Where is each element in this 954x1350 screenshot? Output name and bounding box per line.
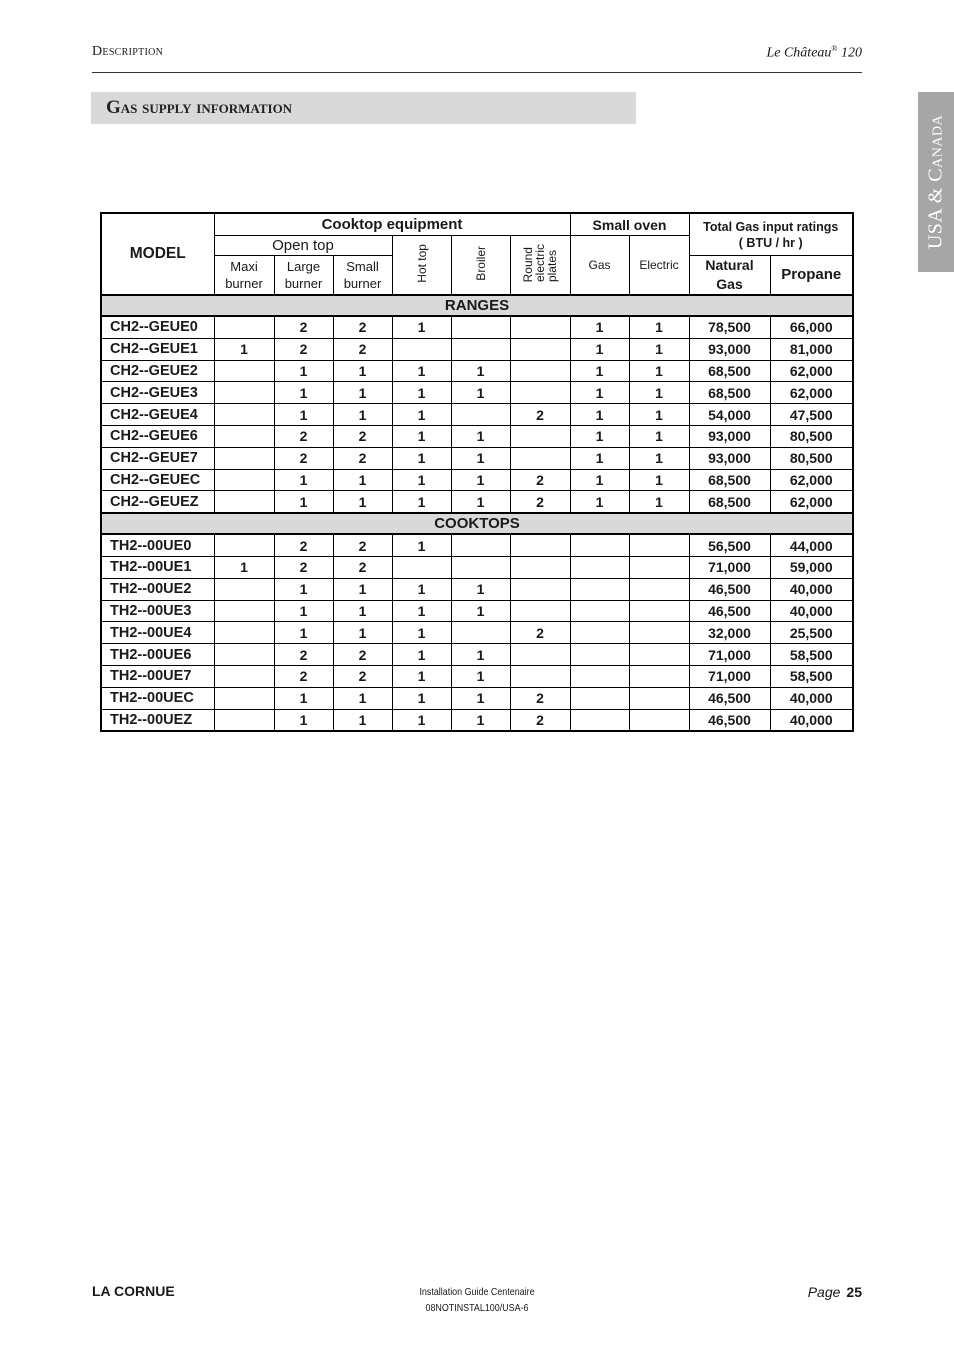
value-cell: 1 — [570, 447, 629, 469]
value-cell — [214, 578, 274, 600]
value-cell: 1 — [274, 578, 333, 600]
value-cell: 1 — [629, 447, 689, 469]
value-cell: 2 — [333, 425, 392, 447]
value-cell: 2 — [333, 644, 392, 666]
model-cell: CH2--GEUE0 — [101, 316, 214, 338]
value-cell — [214, 622, 274, 644]
value-cell: 1 — [451, 447, 510, 469]
section-title: Gas supply information — [91, 92, 636, 124]
registered-mark: ® — [831, 44, 838, 53]
footer-guide — [72, 1284, 883, 1316]
value-cell — [451, 404, 510, 426]
value-cell — [510, 338, 570, 360]
value-cell: 1 — [451, 360, 510, 382]
value-cell: 46,500 — [689, 600, 770, 622]
page-label: Page — [807, 1284, 841, 1300]
model-cell: TH2--00UEZ — [101, 709, 214, 731]
header-product-label — [766, 44, 862, 62]
value-cell: 59,000 — [770, 556, 853, 578]
value-cell — [214, 447, 274, 469]
value-cell: 1 — [451, 600, 510, 622]
ranges-rows — [101, 316, 853, 513]
value-cell: 2 — [274, 534, 333, 556]
value-cell: 62,000 — [770, 491, 853, 513]
model-cell: TH2--00UE7 — [101, 665, 214, 687]
header-cooktop-equipment: Cooktop equipment — [214, 213, 570, 236]
table-row — [101, 622, 853, 644]
value-cell: 1 — [392, 709, 451, 731]
value-cell — [510, 316, 570, 338]
header-oven-gas: Gas — [570, 236, 629, 296]
header-total-gas-label: Total Gas input ratings — [703, 219, 839, 234]
value-cell — [214, 600, 274, 622]
value-cell: 1 — [451, 578, 510, 600]
value-cell: 40,000 — [770, 600, 853, 622]
header-rule — [92, 72, 862, 73]
value-cell: 66,000 — [770, 316, 853, 338]
section-cooktops: COOKTOPS — [101, 513, 853, 534]
value-cell — [570, 534, 629, 556]
value-cell: 2 — [333, 447, 392, 469]
value-cell — [214, 382, 274, 404]
value-cell: 1 — [274, 491, 333, 513]
value-cell: 68,500 — [689, 469, 770, 491]
page-number: 25 — [846, 1284, 862, 1300]
value-cell: 1 — [629, 382, 689, 404]
value-cell — [451, 622, 510, 644]
value-cell: 46,500 — [689, 687, 770, 709]
value-cell: 1 — [451, 665, 510, 687]
header-small-oven: Small oven — [570, 213, 689, 236]
value-cell: 2 — [274, 316, 333, 338]
value-cell: 47,500 — [770, 404, 853, 426]
value-cell: 1 — [274, 469, 333, 491]
value-cell: 2 — [510, 404, 570, 426]
value-cell — [570, 644, 629, 666]
value-cell — [214, 665, 274, 687]
value-cell: 1 — [333, 622, 392, 644]
value-cell — [510, 447, 570, 469]
value-cell — [510, 665, 570, 687]
value-cell: 1 — [629, 338, 689, 360]
header-section-label: Description — [92, 44, 164, 59]
value-cell — [214, 316, 274, 338]
value-cell: 80,500 — [770, 425, 853, 447]
value-cell: 1 — [214, 556, 274, 578]
value-cell — [451, 316, 510, 338]
value-cell — [214, 687, 274, 709]
cooktops-rows — [101, 534, 853, 731]
value-cell: 2 — [510, 622, 570, 644]
value-cell: 2 — [510, 687, 570, 709]
value-cell — [214, 404, 274, 426]
value-cell: 1 — [570, 425, 629, 447]
table-row — [101, 534, 853, 556]
value-cell — [570, 578, 629, 600]
value-cell: 62,000 — [770, 360, 853, 382]
value-cell — [629, 556, 689, 578]
value-cell — [629, 600, 689, 622]
value-cell — [510, 600, 570, 622]
table-row — [101, 556, 853, 578]
value-cell: 1 — [392, 316, 451, 338]
table-row — [101, 491, 853, 513]
table-row — [101, 578, 853, 600]
value-cell — [570, 665, 629, 687]
value-cell: 58,500 — [770, 665, 853, 687]
value-cell: 44,000 — [770, 534, 853, 556]
value-cell — [510, 556, 570, 578]
model-cell: CH2--GEUE3 — [101, 382, 214, 404]
value-cell — [570, 600, 629, 622]
table-row — [101, 360, 853, 382]
value-cell: 93,000 — [689, 425, 770, 447]
value-cell: 54,000 — [689, 404, 770, 426]
value-cell — [214, 709, 274, 731]
header-propane: Propane — [770, 256, 853, 296]
header-model: MODEL — [101, 213, 214, 295]
value-cell: 1 — [214, 338, 274, 360]
value-cell: 25,500 — [770, 622, 853, 644]
value-cell: 71,000 — [689, 644, 770, 666]
value-cell — [451, 534, 510, 556]
value-cell: 2 — [510, 709, 570, 731]
value-cell — [392, 338, 451, 360]
model-cell: CH2--GEUE4 — [101, 404, 214, 426]
table-row — [101, 665, 853, 687]
value-cell: 62,000 — [770, 382, 853, 404]
value-cell: 1 — [570, 491, 629, 513]
value-cell: 1 — [392, 425, 451, 447]
value-cell: 1 — [392, 447, 451, 469]
value-cell: 1 — [629, 425, 689, 447]
value-cell — [570, 709, 629, 731]
value-cell — [214, 491, 274, 513]
value-cell — [214, 644, 274, 666]
model-cell: TH2--00UE3 — [101, 600, 214, 622]
value-cell: 32,000 — [689, 622, 770, 644]
value-cell — [510, 425, 570, 447]
value-cell: 1 — [333, 709, 392, 731]
value-cell: 2 — [274, 644, 333, 666]
value-cell: 1 — [333, 469, 392, 491]
value-cell: 81,000 — [770, 338, 853, 360]
value-cell: 1 — [629, 316, 689, 338]
model-cell: CH2--GEUE6 — [101, 425, 214, 447]
value-cell: 80,500 — [770, 447, 853, 469]
value-cell — [510, 578, 570, 600]
value-cell: 1 — [451, 469, 510, 491]
value-cell: 1 — [274, 709, 333, 731]
value-cell: 1 — [392, 534, 451, 556]
value-cell: 2 — [510, 469, 570, 491]
value-cell — [629, 665, 689, 687]
product-number: 120 — [841, 45, 862, 61]
value-cell: 1 — [629, 469, 689, 491]
value-cell: 1 — [392, 469, 451, 491]
value-cell — [510, 534, 570, 556]
header-oven-electric: Electric — [629, 236, 689, 296]
value-cell: 62,000 — [770, 469, 853, 491]
value-cell: 2 — [333, 338, 392, 360]
value-cell — [214, 425, 274, 447]
value-cell — [629, 578, 689, 600]
value-cell — [629, 687, 689, 709]
footer-guide-code: 08NOTINSTAL100/USA-6 — [425, 1302, 529, 1314]
value-cell: 1 — [392, 578, 451, 600]
value-cell: 78,500 — [689, 316, 770, 338]
value-cell: 2 — [333, 665, 392, 687]
header-small-burner: Small burner — [333, 256, 392, 296]
product-name: Le Château — [766, 45, 832, 61]
value-cell: 1 — [392, 382, 451, 404]
value-cell — [570, 687, 629, 709]
table-row — [101, 600, 853, 622]
value-cell: 1 — [392, 404, 451, 426]
value-cell: 1 — [570, 360, 629, 382]
header-round-plates: Roundelectricplates — [510, 236, 570, 296]
value-cell: 1 — [333, 687, 392, 709]
model-cell: TH2--00UE0 — [101, 534, 214, 556]
value-cell: 46,500 — [689, 578, 770, 600]
value-cell: 1 — [392, 360, 451, 382]
value-cell: 1 — [274, 600, 333, 622]
value-cell: 1 — [451, 709, 510, 731]
value-cell: 1 — [333, 578, 392, 600]
footer-guide-title: Installation Guide Centenaire — [419, 1286, 535, 1298]
value-cell: 1 — [392, 665, 451, 687]
value-cell — [510, 644, 570, 666]
footer-page — [808, 1284, 862, 1300]
header-natural-gas: Natural Gas — [689, 256, 770, 296]
value-cell — [510, 360, 570, 382]
value-cell — [629, 709, 689, 731]
value-cell — [214, 469, 274, 491]
value-cell: 1 — [274, 404, 333, 426]
value-cell: 1 — [392, 644, 451, 666]
value-cell: 40,000 — [770, 578, 853, 600]
value-cell: 1 — [274, 687, 333, 709]
model-cell: CH2--GEUEZ — [101, 491, 214, 513]
footer-brand: LA CORNUE — [92, 1283, 175, 1299]
model-cell: TH2--00UEC — [101, 687, 214, 709]
value-cell: 1 — [392, 491, 451, 513]
header-large-burner: Large burner — [274, 256, 333, 296]
value-cell: 68,500 — [689, 360, 770, 382]
side-tab-label: USA & Canada — [924, 114, 947, 250]
value-cell: 1 — [274, 622, 333, 644]
value-cell: 71,000 — [689, 556, 770, 578]
model-cell: TH2--00UE6 — [101, 644, 214, 666]
value-cell: 2 — [274, 556, 333, 578]
value-cell: 2 — [274, 447, 333, 469]
value-cell — [214, 360, 274, 382]
model-cell: TH2--00UE1 — [101, 556, 214, 578]
model-cell: CH2--GEUEC — [101, 469, 214, 491]
value-cell: 1 — [274, 382, 333, 404]
table-row — [101, 447, 853, 469]
table-row — [101, 382, 853, 404]
table-row — [101, 404, 853, 426]
value-cell: 93,000 — [689, 447, 770, 469]
value-cell — [629, 534, 689, 556]
value-cell: 2 — [274, 338, 333, 360]
value-cell — [629, 622, 689, 644]
side-tab — [918, 92, 954, 272]
value-cell: 1 — [451, 687, 510, 709]
value-cell: 40,000 — [770, 709, 853, 731]
value-cell: 56,500 — [689, 534, 770, 556]
value-cell: 1 — [629, 360, 689, 382]
value-cell: 1 — [392, 600, 451, 622]
value-cell — [392, 556, 451, 578]
value-cell — [510, 382, 570, 404]
value-cell: 1 — [570, 316, 629, 338]
header-open-top: Open top — [214, 236, 392, 256]
value-cell: 1 — [451, 382, 510, 404]
value-cell: 1 — [451, 425, 510, 447]
value-cell: 1 — [333, 404, 392, 426]
value-cell: 1 — [333, 382, 392, 404]
value-cell — [570, 622, 629, 644]
value-cell: 1 — [570, 404, 629, 426]
value-cell: 1 — [392, 622, 451, 644]
value-cell: 2 — [333, 534, 392, 556]
value-cell: 2 — [274, 665, 333, 687]
table-row — [101, 425, 853, 447]
table-row — [101, 469, 853, 491]
model-cell: TH2--00UE2 — [101, 578, 214, 600]
value-cell: 71,000 — [689, 665, 770, 687]
value-cell: 2 — [510, 491, 570, 513]
value-cell: 46,500 — [689, 709, 770, 731]
table-row — [101, 644, 853, 666]
value-cell: 1 — [570, 469, 629, 491]
value-cell — [451, 338, 510, 360]
value-cell: 1 — [333, 600, 392, 622]
value-cell — [629, 644, 689, 666]
value-cell: 1 — [629, 404, 689, 426]
value-cell: 2 — [333, 556, 392, 578]
value-cell — [570, 556, 629, 578]
value-cell: 68,500 — [689, 382, 770, 404]
header-hot-top: Hot top — [392, 236, 451, 296]
value-cell: 1 — [570, 338, 629, 360]
value-cell: 1 — [451, 491, 510, 513]
value-cell: 1 — [333, 491, 392, 513]
value-cell: 2 — [274, 425, 333, 447]
value-cell — [451, 556, 510, 578]
value-cell: 2 — [333, 316, 392, 338]
value-cell: 1 — [629, 491, 689, 513]
value-cell: 1 — [392, 687, 451, 709]
model-cell: CH2--GEUE7 — [101, 447, 214, 469]
section-ranges: RANGES — [101, 295, 853, 316]
value-cell: 40,000 — [770, 687, 853, 709]
header-btu-label: ( BTU / hr ) — [738, 235, 803, 250]
value-cell: 1 — [274, 360, 333, 382]
model-cell: TH2--00UE4 — [101, 622, 214, 644]
header-maxi-burner: Maxi burner — [214, 256, 274, 296]
value-cell: 93,000 — [689, 338, 770, 360]
table-row — [101, 338, 853, 360]
value-cell: 58,500 — [770, 644, 853, 666]
value-cell: 1 — [451, 644, 510, 666]
table-row — [101, 316, 853, 338]
model-cell: CH2--GEUE2 — [101, 360, 214, 382]
value-cell: 1 — [333, 360, 392, 382]
value-cell — [214, 534, 274, 556]
header-total-gas — [689, 213, 853, 256]
header-broiler: Broiler — [451, 236, 510, 296]
table-row — [101, 687, 853, 709]
model-cell: CH2--GEUE1 — [101, 338, 214, 360]
value-cell: 1 — [570, 382, 629, 404]
value-cell: 68,500 — [689, 491, 770, 513]
gas-supply-table — [100, 212, 854, 732]
table-row — [101, 709, 853, 731]
